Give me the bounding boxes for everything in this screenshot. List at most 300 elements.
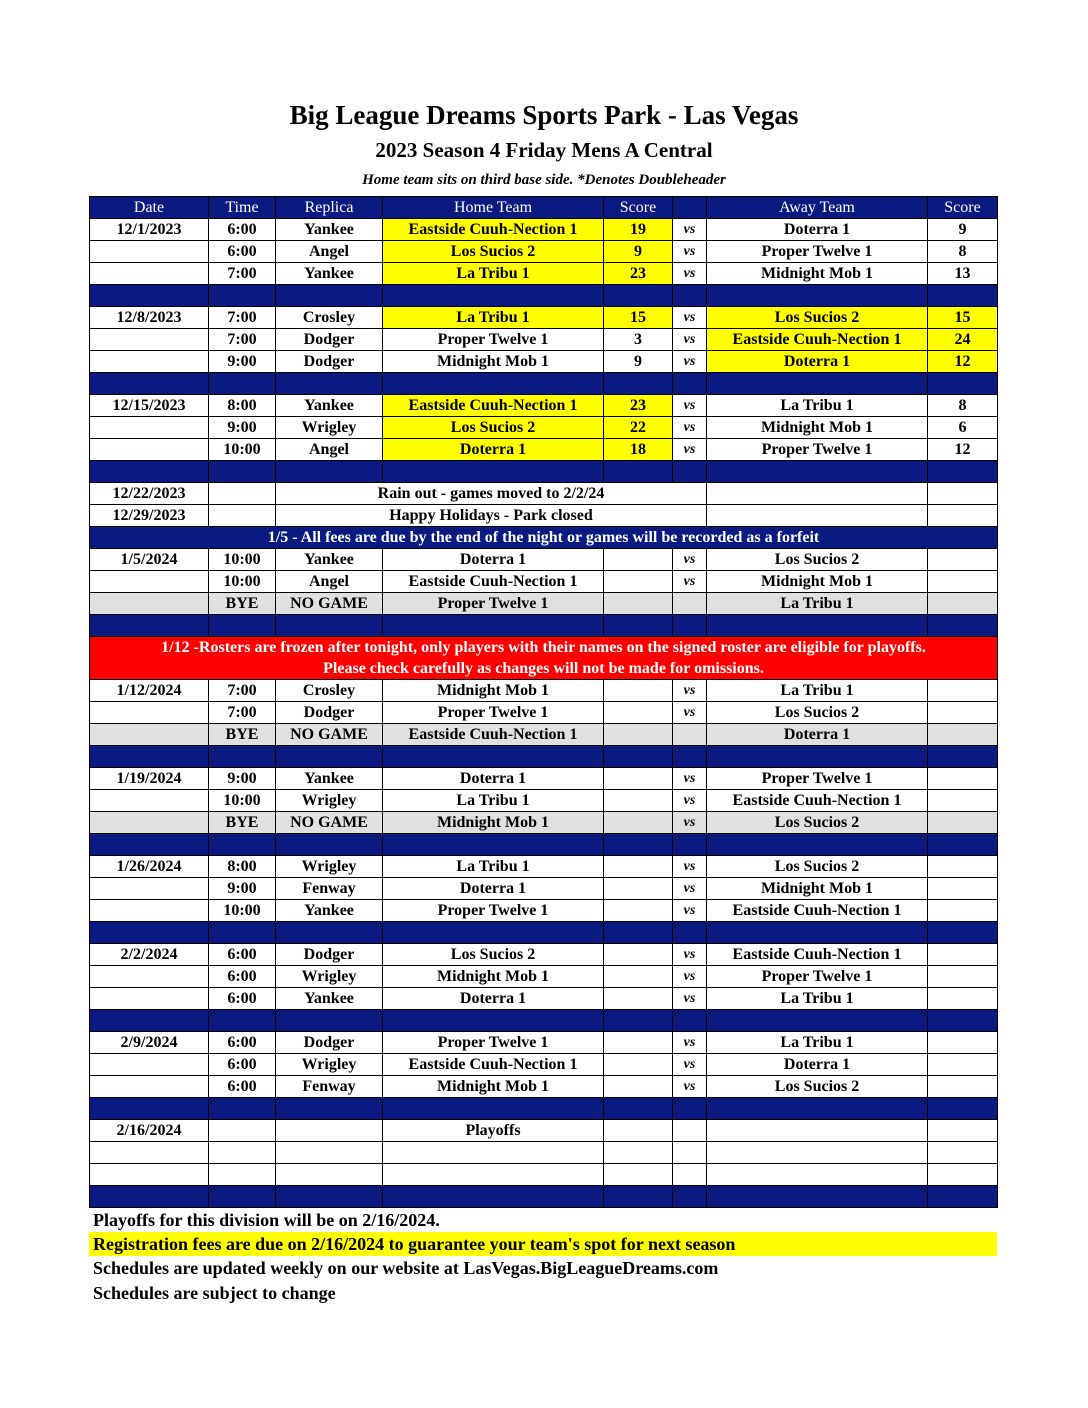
separator-cell	[707, 1010, 928, 1032]
vs-cell: vs	[673, 768, 707, 790]
away-team-cell: Eastside Cuuh-Nection 1	[707, 900, 928, 922]
replica-cell: Yankee	[276, 900, 383, 922]
separator-cell	[707, 461, 928, 483]
time-cell	[209, 1120, 276, 1142]
home-score-cell	[604, 702, 673, 724]
time-cell: 10:00	[209, 439, 276, 461]
notice-text: 1/5 - All fees are due by the end of the night or games will be recorded as a forfeit	[90, 527, 998, 549]
game-row	[90, 571, 998, 593]
away-team-cell: Proper Twelve 1	[707, 966, 928, 988]
game-row	[90, 702, 998, 724]
vs-cell: vs	[673, 1076, 707, 1098]
away-score-cell	[928, 966, 998, 988]
time-cell	[209, 1164, 276, 1186]
separator-cell	[928, 373, 998, 395]
home-score-cell	[604, 768, 673, 790]
home-score-cell	[604, 724, 673, 746]
home-team-cell: La Tribu 1	[383, 790, 604, 812]
schedule-body	[90, 219, 998, 1208]
replica-cell	[276, 1142, 383, 1164]
away-score-cell: 8	[928, 241, 998, 263]
time-cell: 6:00	[209, 944, 276, 966]
time-cell: 9:00	[209, 351, 276, 373]
home-team-cell: Eastside Cuuh-Nection 1	[383, 219, 604, 241]
time-cell	[209, 505, 276, 527]
separator-cell	[90, 922, 209, 944]
home-team-cell: Doterra 1	[383, 549, 604, 571]
away-team-cell: Doterra 1	[707, 351, 928, 373]
separator-cell	[209, 1098, 276, 1120]
game-row	[90, 988, 998, 1010]
game-row	[90, 966, 998, 988]
separator-cell	[673, 461, 707, 483]
vs-cell: vs	[673, 417, 707, 439]
separator-cell	[276, 1010, 383, 1032]
away-team-cell: Midnight Mob 1	[707, 878, 928, 900]
game-row	[90, 900, 998, 922]
replica-cell: Fenway	[276, 1076, 383, 1098]
separator-cell	[707, 285, 928, 307]
home-team-cell: Los Sucios 2	[383, 417, 604, 439]
date-cell: 12/22/2023	[90, 483, 209, 505]
home-team-cell: La Tribu 1	[383, 307, 604, 329]
separator-cell	[276, 1098, 383, 1120]
date-cell	[90, 966, 209, 988]
away-score-cell: 6	[928, 417, 998, 439]
home-score-cell: 19	[604, 219, 673, 241]
vs-cell	[673, 724, 707, 746]
date-cell	[90, 724, 209, 746]
separator-row	[90, 922, 998, 944]
game-row	[90, 856, 998, 878]
time-cell: 6:00	[209, 1032, 276, 1054]
home-team-cell: Doterra 1	[383, 988, 604, 1010]
home-team-cell: La Tribu 1	[383, 263, 604, 285]
time-cell: BYE	[209, 724, 276, 746]
home-team-cell: Proper Twelve 1	[383, 1032, 604, 1054]
home-score-cell	[604, 988, 673, 1010]
away-team-cell: Proper Twelve 1	[707, 241, 928, 263]
away-team-cell: Los Sucios 2	[707, 702, 928, 724]
replica-cell	[276, 1120, 383, 1142]
replica-cell: Wrigley	[276, 790, 383, 812]
vs-cell: vs	[673, 856, 707, 878]
vs-cell: vs	[673, 241, 707, 263]
separator-cell	[673, 285, 707, 307]
vs-cell: vs	[673, 812, 707, 834]
date-cell	[90, 702, 209, 724]
separator-cell	[707, 615, 928, 637]
date-cell: 12/8/2023	[90, 307, 209, 329]
bye-row	[90, 724, 998, 746]
date-cell	[90, 329, 209, 351]
vs-cell: vs	[673, 702, 707, 724]
time-cell: 6:00	[209, 1076, 276, 1098]
separator-cell	[604, 285, 673, 307]
separator-cell	[928, 1186, 998, 1208]
away-score-cell	[928, 680, 998, 702]
date-cell	[90, 1142, 209, 1164]
home-score-cell	[604, 856, 673, 878]
vs-cell: vs	[673, 878, 707, 900]
date-cell: 1/12/2024	[90, 680, 209, 702]
time-cell: 10:00	[209, 900, 276, 922]
away-team-cell: Midnight Mob 1	[707, 263, 928, 285]
away-score-cell: 24	[928, 329, 998, 351]
away-score-cell	[928, 900, 998, 922]
time-cell: 8:00	[209, 395, 276, 417]
vs-cell: vs	[673, 571, 707, 593]
time-cell	[209, 483, 276, 505]
separator-cell	[673, 373, 707, 395]
separator-cell	[673, 922, 707, 944]
replica-cell: Wrigley	[276, 417, 383, 439]
separator-cell	[928, 922, 998, 944]
vs-cell: vs	[673, 263, 707, 285]
away-team-cell: Midnight Mob 1	[707, 417, 928, 439]
away-score-cell: 12	[928, 439, 998, 461]
away-team-cell: Los Sucios 2	[707, 856, 928, 878]
away-score-cell	[928, 571, 998, 593]
game-row	[90, 1054, 998, 1076]
home-team-cell: Doterra 1	[383, 878, 604, 900]
away-score-cell	[928, 988, 998, 1010]
home-team-cell: Proper Twelve 1	[383, 702, 604, 724]
home-score-cell: 23	[604, 395, 673, 417]
replica-cell: Dodger	[276, 329, 383, 351]
replica-cell: Yankee	[276, 219, 383, 241]
separator-cell	[707, 373, 928, 395]
replica-cell: Wrigley	[276, 966, 383, 988]
home-team-cell: Eastside Cuuh-Nection 1	[383, 1054, 604, 1076]
replica-cell: Wrigley	[276, 1054, 383, 1076]
time-cell: 10:00	[209, 571, 276, 593]
away-score-cell: 13	[928, 263, 998, 285]
home-score-cell	[604, 1054, 673, 1076]
date-cell: 2/2/2024	[90, 944, 209, 966]
home-team-cell: Proper Twelve 1	[383, 593, 604, 615]
separator-cell	[383, 922, 604, 944]
separator-cell	[90, 373, 209, 395]
separator-cell	[90, 1010, 209, 1032]
home-score-cell	[604, 1142, 673, 1164]
replica-cell: Angel	[276, 571, 383, 593]
time-cell: BYE	[209, 812, 276, 834]
game-row	[90, 307, 998, 329]
page-subtitle: 2023 Season 4 Friday Mens A Central	[375, 138, 713, 162]
away-team-cell: Proper Twelve 1	[707, 439, 928, 461]
separator-cell	[707, 834, 928, 856]
separator-cell	[928, 746, 998, 768]
game-row	[90, 1076, 998, 1098]
home-score-cell	[604, 790, 673, 812]
separator-cell	[383, 1010, 604, 1032]
footer-disclaimer: Schedules are subject to change	[93, 1283, 336, 1303]
separator-row	[90, 834, 998, 856]
game-row	[90, 263, 998, 285]
away-team-cell: Los Sucios 2	[707, 812, 928, 834]
away-score-cell: 8	[928, 395, 998, 417]
separator-cell	[928, 1098, 998, 1120]
separator-cell	[276, 922, 383, 944]
separator-cell	[383, 461, 604, 483]
separator-cell	[673, 1186, 707, 1208]
replica-cell: Crosley	[276, 680, 383, 702]
separator-cell	[928, 615, 998, 637]
vs-cell: vs	[673, 351, 707, 373]
separator-cell	[276, 834, 383, 856]
replica-cell: Angel	[276, 241, 383, 263]
replica-cell: Angel	[276, 439, 383, 461]
time-cell: 7:00	[209, 329, 276, 351]
separator-cell	[383, 834, 604, 856]
vs-cell: vs	[673, 1054, 707, 1076]
away-score-cell	[928, 856, 998, 878]
vs-cell: vs	[673, 1032, 707, 1054]
separator-cell	[604, 461, 673, 483]
time-cell: 9:00	[209, 417, 276, 439]
vs-cell: vs	[673, 988, 707, 1010]
separator-cell	[276, 1186, 383, 1208]
separator-row	[90, 746, 998, 768]
vs-cell: vs	[673, 307, 707, 329]
page-title: Big League Dreams Sports Park - Las Vegas	[289, 100, 799, 130]
home-team-cell: La Tribu 1	[383, 856, 604, 878]
date-cell: 2/9/2024	[90, 1032, 209, 1054]
game-row	[90, 439, 998, 461]
time-cell: 6:00	[209, 1054, 276, 1076]
replica-cell: Yankee	[276, 768, 383, 790]
separator-cell	[707, 922, 928, 944]
replica-cell: Yankee	[276, 549, 383, 571]
home-team-cell: Eastside Cuuh-Nection 1	[383, 395, 604, 417]
date-cell	[90, 812, 209, 834]
home-team-cell: Los Sucios 2	[383, 944, 604, 966]
col-away-score: Score	[928, 197, 998, 219]
separator-cell	[604, 1098, 673, 1120]
time-cell	[209, 1142, 276, 1164]
time-cell: 9:00	[209, 768, 276, 790]
away-score-cell	[928, 505, 998, 527]
game-row	[90, 768, 998, 790]
game-row	[90, 790, 998, 812]
vs-cell: vs	[673, 944, 707, 966]
separator-cell	[90, 746, 209, 768]
schedule-table	[89, 196, 998, 1208]
away-team-cell: Eastside Cuuh-Nection 1	[707, 944, 928, 966]
away-team-cell: Doterra 1	[707, 1054, 928, 1076]
vs-cell: vs	[673, 549, 707, 571]
separator-cell	[209, 1186, 276, 1208]
away-score-cell	[928, 768, 998, 790]
home-team-cell: Eastside Cuuh-Nection 1	[383, 724, 604, 746]
away-score-cell	[928, 1142, 998, 1164]
away-score-cell	[928, 1120, 998, 1142]
home-score-cell	[604, 680, 673, 702]
separator-cell	[383, 746, 604, 768]
time-cell: 8:00	[209, 856, 276, 878]
col-away-team: Away Team	[707, 197, 928, 219]
separator-cell	[604, 746, 673, 768]
date-cell	[90, 1164, 209, 1186]
game-row	[90, 944, 998, 966]
separator-cell	[209, 285, 276, 307]
home-score-cell	[604, 571, 673, 593]
game-row	[90, 878, 998, 900]
separator-cell	[928, 285, 998, 307]
home-team-cell: Doterra 1	[383, 768, 604, 790]
away-team-cell: La Tribu 1	[707, 988, 928, 1010]
separator-row	[90, 285, 998, 307]
separator-cell	[928, 461, 998, 483]
separator-cell	[90, 461, 209, 483]
date-cell	[90, 417, 209, 439]
replica-cell: Wrigley	[276, 856, 383, 878]
game-row	[90, 549, 998, 571]
alert-row	[90, 637, 998, 680]
date-cell	[90, 1054, 209, 1076]
replica-cell: NO GAME	[276, 593, 383, 615]
separator-cell	[209, 746, 276, 768]
game-row	[90, 395, 998, 417]
header-row	[90, 197, 998, 219]
away-score-cell	[928, 1164, 998, 1186]
home-team-cell: Midnight Mob 1	[383, 966, 604, 988]
separator-cell	[276, 373, 383, 395]
vs-cell: vs	[673, 680, 707, 702]
away-team-cell	[707, 505, 928, 527]
home-score-cell: 9	[604, 241, 673, 263]
date-cell: 1/5/2024	[90, 549, 209, 571]
game-row	[90, 1164, 998, 1186]
replica-cell: Dodger	[276, 944, 383, 966]
separator-cell	[209, 1010, 276, 1032]
separator-cell	[209, 373, 276, 395]
footer-registration: Registration fees are due on 2/16/2024 to guarantee your team's spot for next season	[89, 1232, 997, 1256]
home-team-cell: Midnight Mob 1	[383, 812, 604, 834]
time-cell: 7:00	[209, 307, 276, 329]
time-cell: 7:00	[209, 702, 276, 724]
time-cell: 7:00	[209, 263, 276, 285]
time-cell: 10:00	[209, 790, 276, 812]
separator-cell	[673, 1098, 707, 1120]
replica-cell: Crosley	[276, 307, 383, 329]
separator-cell	[209, 922, 276, 944]
home-score-cell: 9	[604, 351, 673, 373]
col-time: Time	[209, 197, 276, 219]
date-cell: 1/26/2024	[90, 856, 209, 878]
home-score-cell	[604, 944, 673, 966]
separator-cell	[604, 922, 673, 944]
date-cell	[90, 263, 209, 285]
separator-cell	[383, 373, 604, 395]
away-score-cell	[928, 944, 998, 966]
home-team-cell: Midnight Mob 1	[383, 680, 604, 702]
vs-cell: vs	[673, 219, 707, 241]
separator-cell	[383, 615, 604, 637]
separator-row	[90, 615, 998, 637]
home-score-cell: 23	[604, 263, 673, 285]
home-team-cell: Doterra 1	[383, 439, 604, 461]
home-team-cell: Midnight Mob 1	[383, 1076, 604, 1098]
vs-cell: vs	[673, 439, 707, 461]
away-team-cell: Proper Twelve 1	[707, 768, 928, 790]
home-score-cell	[604, 878, 673, 900]
home-score-cell	[604, 1076, 673, 1098]
time-cell: 10:00	[209, 549, 276, 571]
separator-row	[90, 1098, 998, 1120]
home-team-cell: Los Sucios 2	[383, 241, 604, 263]
home-team-cell: Playoffs	[383, 1120, 604, 1142]
separator-cell	[90, 1186, 209, 1208]
vs-cell: vs	[673, 395, 707, 417]
date-cell	[90, 571, 209, 593]
separator-cell	[673, 834, 707, 856]
away-team-cell: La Tribu 1	[707, 395, 928, 417]
time-cell: 9:00	[209, 878, 276, 900]
home-score-cell	[604, 900, 673, 922]
separator-cell	[673, 1010, 707, 1032]
away-score-cell	[928, 483, 998, 505]
separator-cell	[90, 1098, 209, 1120]
game-row	[90, 1142, 998, 1164]
time-cell: 6:00	[209, 966, 276, 988]
vs-cell	[673, 1142, 707, 1164]
separator-row	[90, 1010, 998, 1032]
away-team-cell: La Tribu 1	[707, 680, 928, 702]
notice-row	[90, 527, 998, 549]
time-cell: BYE	[209, 593, 276, 615]
home-score-cell: 18	[604, 439, 673, 461]
away-team-cell: La Tribu 1	[707, 1032, 928, 1054]
away-team-cell	[707, 1164, 928, 1186]
message-cell: Happy Holidays - Park closed	[276, 505, 707, 527]
away-team-cell: Eastside Cuuh-Nection 1	[707, 790, 928, 812]
vs-cell: vs	[673, 900, 707, 922]
replica-cell: Yankee	[276, 395, 383, 417]
away-score-cell: 9	[928, 219, 998, 241]
home-score-cell	[604, 966, 673, 988]
away-score-cell: 12	[928, 351, 998, 373]
message-row	[90, 483, 998, 505]
away-score-cell	[928, 549, 998, 571]
home-team-cell: Proper Twelve 1	[383, 900, 604, 922]
separator-cell	[604, 1010, 673, 1032]
date-cell	[90, 988, 209, 1010]
game-row	[90, 219, 998, 241]
col-vs	[673, 197, 707, 219]
bye-row	[90, 812, 998, 834]
separator-cell	[209, 615, 276, 637]
footer-website: Schedules are updated weekly on our website at LasVegas.BigLeagueDreams.com	[93, 1258, 719, 1278]
date-cell	[90, 790, 209, 812]
date-cell: 12/15/2023	[90, 395, 209, 417]
home-score-cell	[604, 549, 673, 571]
away-score-cell	[928, 1032, 998, 1054]
separator-row	[90, 373, 998, 395]
separator-cell	[383, 285, 604, 307]
home-score-cell	[604, 1164, 673, 1186]
col-replica: Replica	[276, 197, 383, 219]
away-team-cell	[707, 1142, 928, 1164]
time-cell: 6:00	[209, 988, 276, 1010]
replica-cell: NO GAME	[276, 724, 383, 746]
away-score-cell	[928, 790, 998, 812]
home-score-cell	[604, 812, 673, 834]
home-team-cell	[383, 1142, 604, 1164]
date-cell: 1/19/2024	[90, 768, 209, 790]
separator-cell	[90, 615, 209, 637]
